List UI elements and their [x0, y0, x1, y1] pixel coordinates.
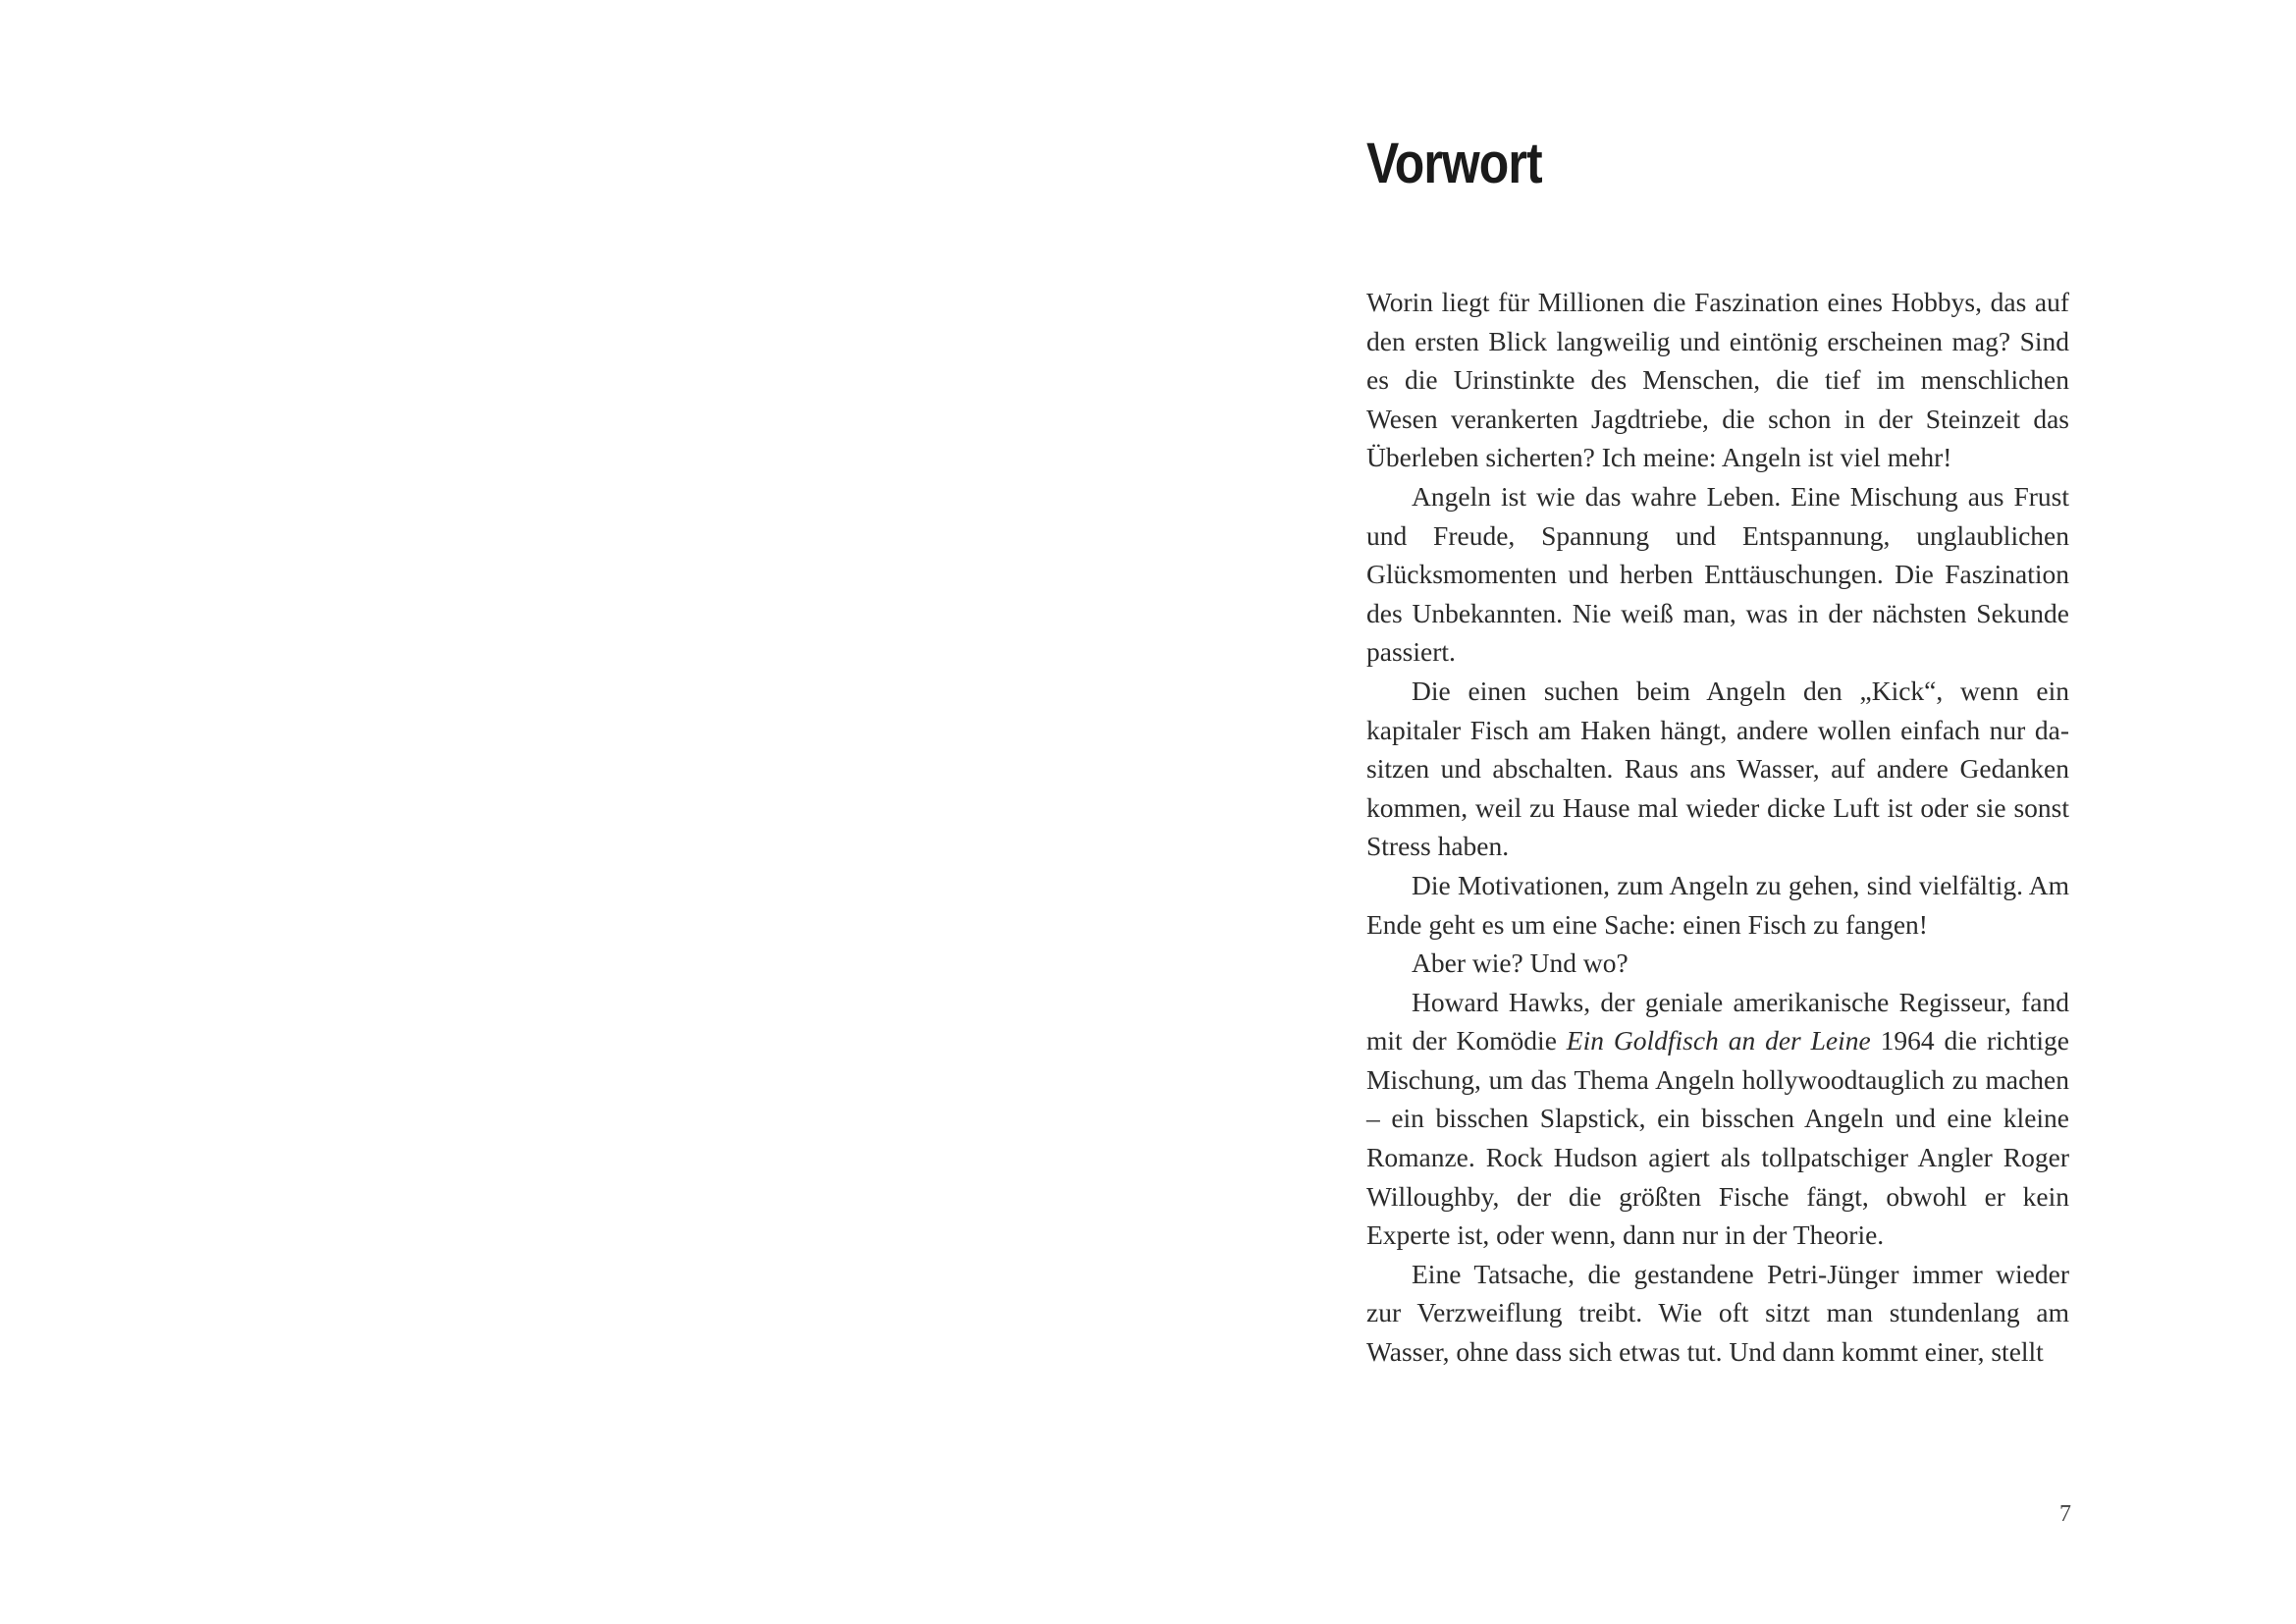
- paragraph-5: Aber wie? Und wo?: [1412, 947, 1629, 979]
- paragraph-6: [1366, 983, 2069, 1255]
- paragraph-1: Worin liegt für Millionen die Faszination eines Hobbys, das auf den ersten Blick langweilig und eintönig erscheinen mag? Sind es die Urinstinkte des Menschen, die tief im menschlichen Wesen verankerten Jagdtriebe, die schon in der Steinzeit das Überleben sicherten? Ich meine: Angeln ist viel mehr!: [1366, 287, 2069, 473]
- film-title: Ein Goldfisch an der Leine: [1566, 1025, 1871, 1056]
- paragraph-3: Die einen suchen beim Angeln den „Kick“, wenn ein kapitaler Fisch am Haken hängt, andere wollen einfach nur da-sitzen und abschalten. Raus ans Wasser, auf andere Gedanken kommen, weil zu Hause mal wieder dicke Luft ist oder sie sonst Stress haben.: [1366, 675, 2069, 862]
- paragraph-2: Angeln ist wie das wahre Leben. Eine Mischung aus Frust und Freude, Spannung und Entspannung, unglaublichen Glücksmomenten und herben Enttäuschungen. Die Faszination des Unbekannten. Nie weiß man, was in der nächsten Sekunde passiert.: [1366, 480, 2069, 668]
- page-number: 7: [2059, 1501, 2071, 1527]
- chapter-title: Vorwort: [1366, 132, 1542, 195]
- body-text: [1366, 283, 2069, 1372]
- paragraph-7: Eine Tatsache, die gestandene Petri-Jünger immer wieder zur Verzweiflung treibt. Wie oft sitzt man stundenlang am Wasser, ohne dass sich etwas tut. Und dann kommt einer, stellt: [1366, 1258, 2069, 1368]
- right-page: [1148, 0, 2296, 1624]
- paragraph-6-before: Howard Hawks, der geniale amerikanische Regisseur, fand mit der Komödie: [1366, 986, 2069, 1056]
- paragraph-4: Die Motivationen, zum Angeln zu gehen, sind vielfältig. Am Ende geht es um eine Sache: einen Fisch zu fangen!: [1366, 869, 2069, 940]
- paragraph-6-after: 1964 die richtige Mischung, um das Thema Angeln hollywoodtauglich zu machen – ein bisschen Slapstick, ein bisschen Angeln und eine kleine Romanze. Rock Hudson agiert als tollpatschiger Angler Roger Willoughby, der die größten Fische fängt, obwohl er kein Experte ist, oder wenn, dann nur in der Theorie.: [1366, 1025, 2069, 1251]
